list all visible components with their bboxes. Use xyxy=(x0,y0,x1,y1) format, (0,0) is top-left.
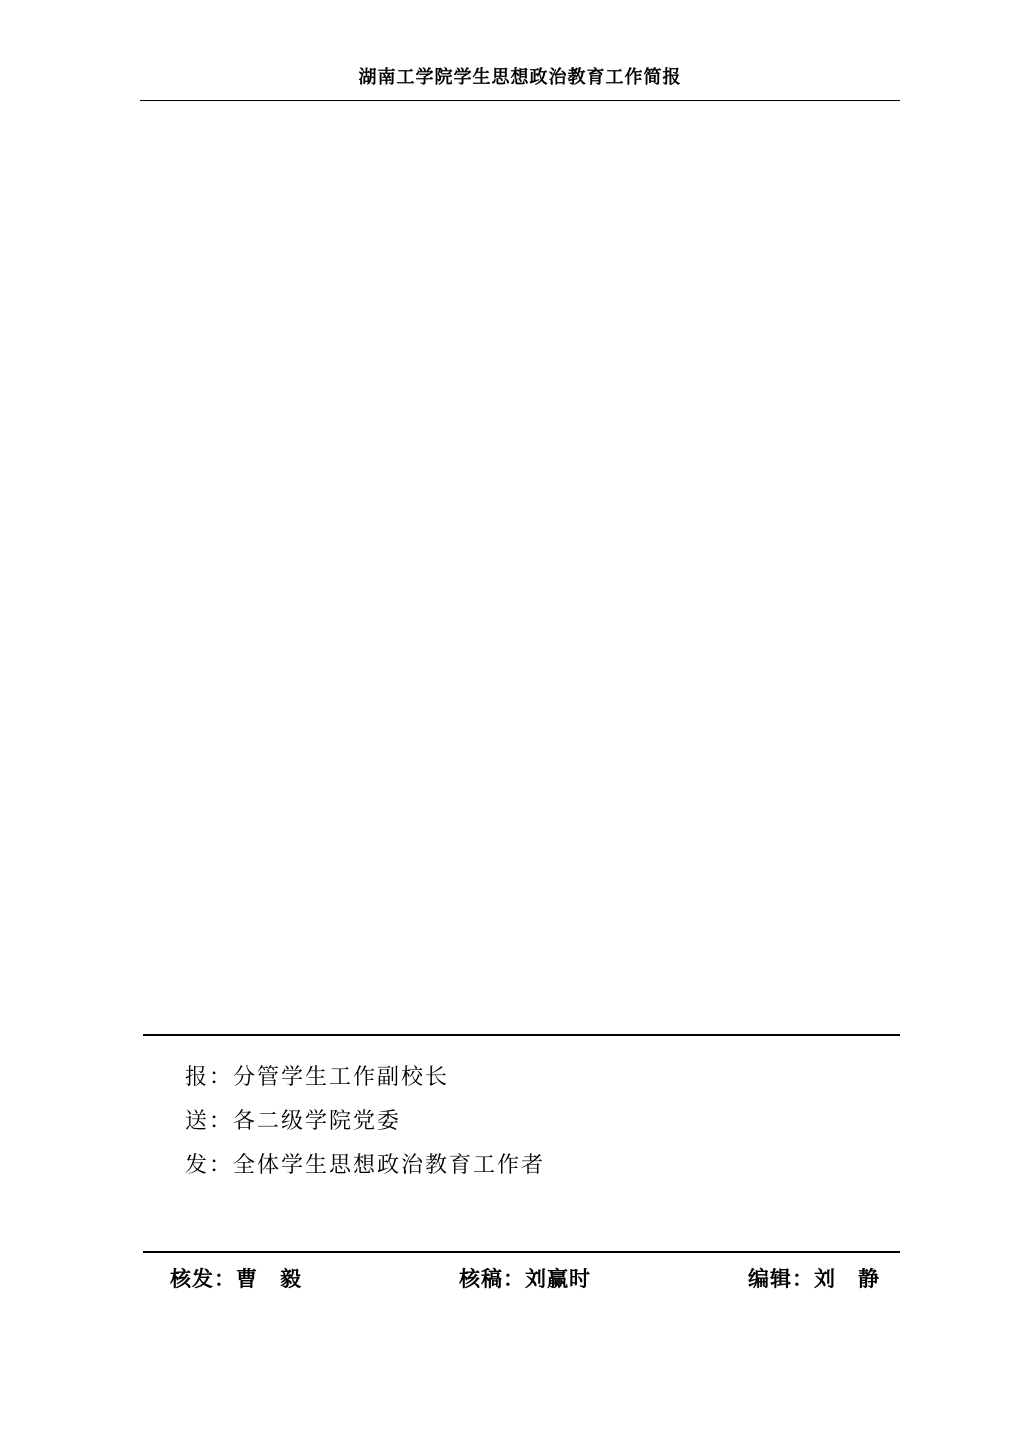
header-title: 湖南工学院学生思想政治教育工作简报 xyxy=(358,67,682,87)
distribution-bottom-divider xyxy=(143,1251,900,1253)
distribution-line-send: 送：各二级学院党委 xyxy=(185,1108,402,1133)
document-body-empty xyxy=(140,110,900,1025)
distribution-line-issue: 发：全体学生思想政治教育工作者 xyxy=(185,1152,546,1177)
distribution-top-divider xyxy=(143,1034,900,1036)
signature-row xyxy=(170,1263,890,1293)
distribution-line-report: 报：分管学生工作副校长 xyxy=(185,1064,450,1089)
distribution-list xyxy=(185,1055,885,1187)
signature-reviewer: 核稿：刘赢时 xyxy=(459,1267,591,1291)
signature-approver: 核发：曹 毅 xyxy=(170,1267,302,1291)
header-divider xyxy=(140,100,900,101)
page-header xyxy=(140,64,900,90)
signature-editor: 编辑：刘 静 xyxy=(748,1267,880,1291)
